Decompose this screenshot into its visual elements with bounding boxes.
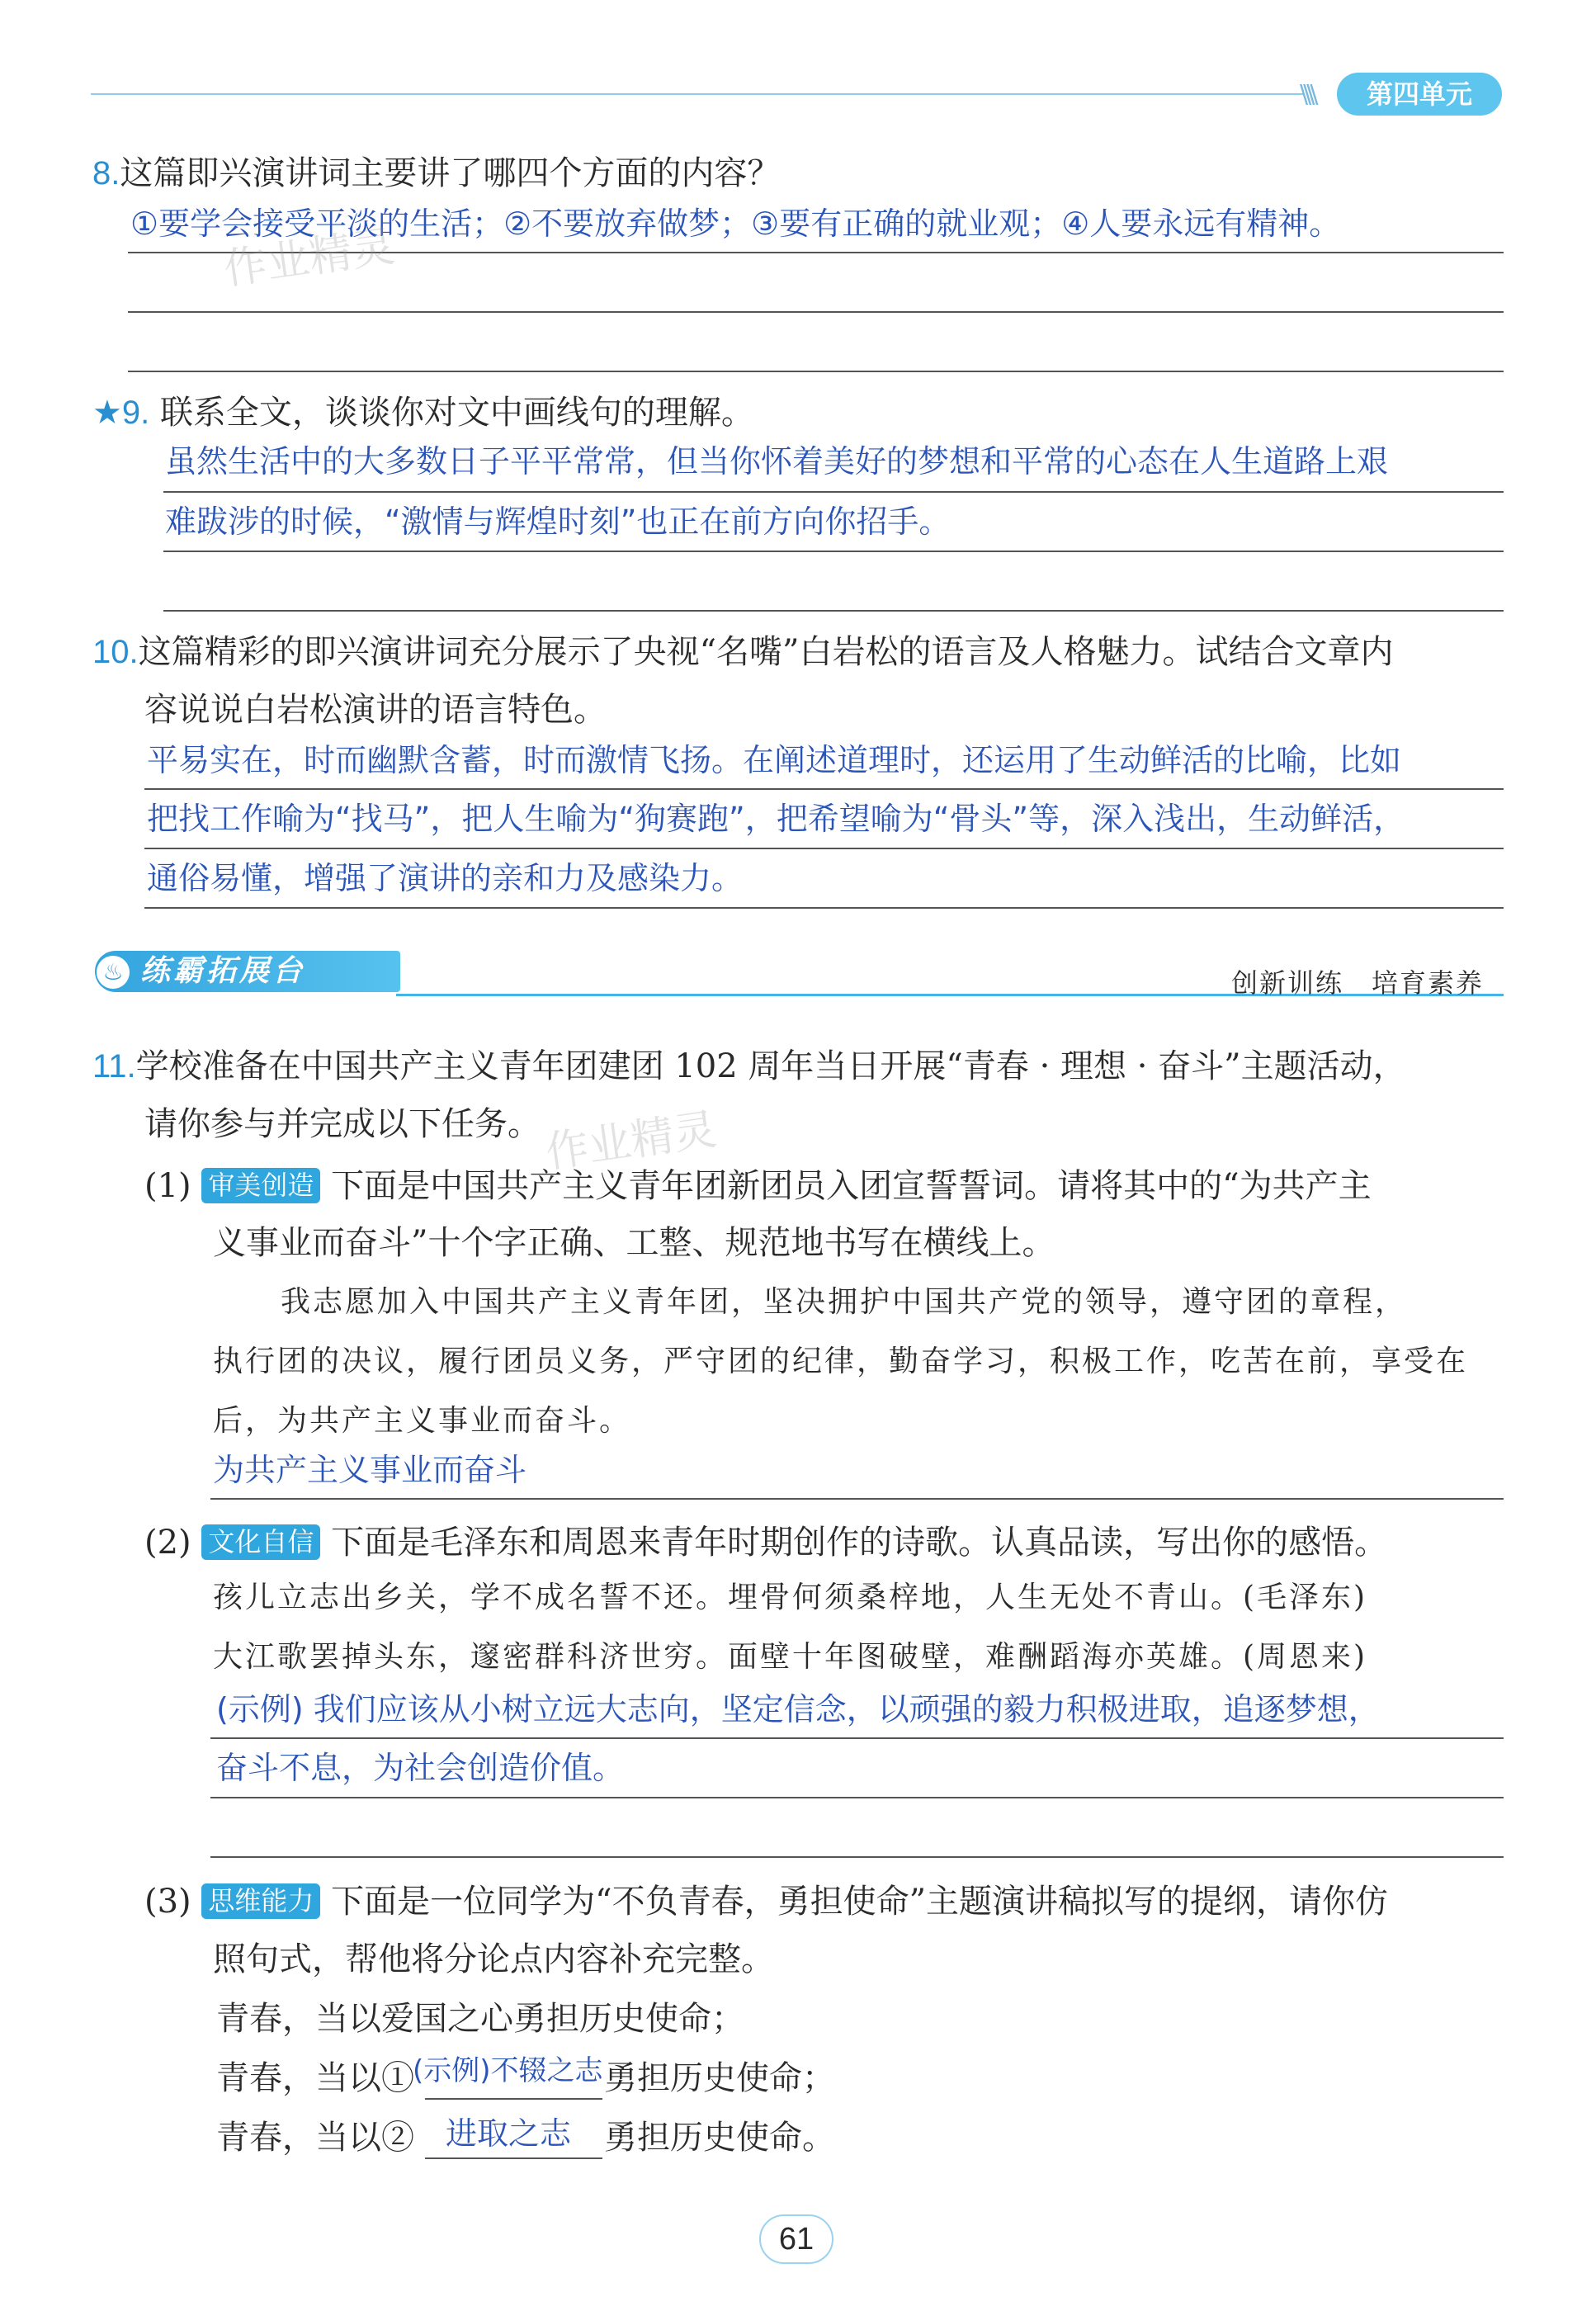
question-number: 10. — [92, 634, 139, 670]
answer-line — [210, 1856, 1504, 1858]
part-prompt-line-1: 下面是一位同学为“不负青春，勇担使命”主题演讲稿拟写的提纲，请你仿 — [331, 1883, 1389, 1921]
question-prompt-line-2: 请你参与并完成以下任务。 — [144, 1105, 541, 1143]
answer-blank — [425, 2157, 602, 2159]
question-prompt-line-1: 这篇精彩的即兴演讲词充分展示了央视“名嘴”白岩松的语言及人格魅力。试结合文章内 — [138, 633, 1394, 671]
star-icon: ★ — [92, 395, 122, 431]
answer-line — [163, 610, 1504, 612]
part-label: (1) — [144, 1167, 191, 1205]
answer-9-line-1: 虽然生活中的大多数日子平平常常，但当你怀着美好的梦想和平常的心态在人生道路上艰 — [165, 443, 1389, 480]
answer-line — [144, 788, 1504, 790]
answer-line — [144, 848, 1504, 849]
part-prompt-line-2: 义事业而奋斗”十个字正确、工整、规范地书写在横线上。 — [213, 1224, 1055, 1262]
answer-11-2-line-1: (示例) 我们应该从小树立远大志向，坚定信念，以顽强的毅力积极进取，追逐梦想， — [216, 1691, 1380, 1727]
answer-10-line-2: 把找工作喻为“找马”，把人生喻为“狗赛跑”，把希望喻为“骨头”等，深入浅出，生动鲜活， — [147, 801, 1405, 837]
question-prompt-line-1: 学校准备在中国共产主义青年团建团 102 周年当日开展“青春 · 理想 · 奋斗”主题活动， — [135, 1047, 1406, 1085]
flame-icon: ♨ — [97, 956, 130, 989]
answer-line — [163, 551, 1504, 552]
watermark: 作业精灵 — [220, 221, 398, 295]
outline-line-3-prefix: 青春，当以② — [216, 2119, 414, 2157]
outline-line-2-suffix: 勇担历史使命； — [604, 2059, 835, 2097]
header-decoration: \\\\ — [1300, 80, 1314, 109]
part-prompt: 下面是毛泽东和周恩来青年时期创作的诗歌。认真品读，写出你的感悟。 — [331, 1524, 1388, 1562]
outline-line-3-suffix: 勇担历史使命。 — [604, 2119, 835, 2157]
poem-zhou: 大江歌罢掉头东，邃密群科济世穷。面壁十年图破壁，难酬蹈海亦英雄。(周恩来) — [213, 1640, 1368, 1674]
answer-line — [210, 1498, 1504, 1500]
answer-line — [210, 1797, 1504, 1798]
question-prompt: 联系全文，谈谈你对文中画线句的理解。 — [159, 394, 754, 432]
question-number: 8. — [92, 155, 120, 191]
part-2 — [144, 1524, 1387, 1560]
poem-mao: 孩儿立志出乡关，学不成名誓不还。埋骨何须桑梓地，人生无处不青山。(毛泽东) — [213, 1581, 1368, 1614]
outline-line-1: 青春，当以爱国之心勇担历史使命； — [216, 2000, 744, 2038]
question-number: 11. — [92, 1048, 136, 1085]
tag-badge: 审美创造 — [201, 1168, 320, 1203]
answer-line — [144, 907, 1504, 909]
outline-line-2-prefix: 青春，当以① — [216, 2059, 414, 2097]
question-10 — [92, 633, 1394, 671]
unit-badge: 第四单元 — [1337, 73, 1502, 116]
watermark: 作业精灵 — [542, 1104, 720, 1179]
question-9 — [92, 394, 754, 432]
answer-line — [128, 371, 1504, 372]
part-3 — [144, 1883, 1388, 1919]
answer-line — [128, 311, 1504, 313]
part-prompt-line-2: 照句式，帮他将分论点内容补充完整。 — [213, 1940, 774, 1978]
answer-10-line-1: 平易实在，时而幽默含蓄，时而激情飞扬。在阐述道理时，还运用了生动鲜活的比喻，比如 — [147, 742, 1402, 778]
oath-line-2: 执行团的决议，履行团员义务，严守团的纪律，勤奋学习，积极工作，吃苦在前，享受在 — [213, 1345, 1469, 1378]
question-11 — [92, 1047, 1406, 1085]
question-number: 9. — [121, 395, 150, 431]
part-label: (2) — [144, 1524, 191, 1562]
answer-line — [163, 491, 1504, 493]
answer-8: ①要学会接受平淡的生活；②不要放弃做梦；③要有正确的就业观；④人要永远有精神。 — [130, 206, 1341, 242]
part-1 — [144, 1168, 1372, 1203]
answer-11-3-1: (示例)不辍之志 — [413, 2054, 603, 2087]
question-8 — [92, 154, 781, 192]
header-rule — [91, 93, 1304, 95]
part-label: (3) — [144, 1883, 191, 1921]
section-title: 练霸拓展台 — [140, 954, 306, 988]
answer-11-1: 为共产主义事业而奋斗 — [213, 1452, 527, 1488]
page-number: 61 — [759, 2214, 833, 2264]
question-prompt-line-2: 容说说白岩松演讲的语言特色。 — [144, 691, 607, 729]
answer-blank — [425, 2098, 602, 2100]
answer-9-line-2: 难跋涉的时候，“激情与辉煌时刻”也正在前方向你招手。 — [165, 503, 951, 540]
answer-11-2-line-2: 奋斗不息，为社会创造价值。 — [216, 1750, 625, 1786]
answer-11-3-2: 进取之志 — [446, 2115, 572, 2152]
oath-line-3: 后，为共产主义事业而奋斗。 — [213, 1404, 632, 1438]
tag-badge: 思维能力 — [201, 1883, 320, 1919]
section-subtitle: 创新训练 培育素养 — [1231, 967, 1485, 999]
part-prompt-line-1: 下面是中国共产主义青年团新团员入团宣誓誓词。请将其中的“为共产主 — [331, 1167, 1372, 1205]
answer-line — [210, 1737, 1504, 1739]
tag-badge: 文化自信 — [201, 1524, 320, 1560]
answer-10-line-3: 通俗易懂，增强了演讲的亲和力及感染力。 — [147, 860, 744, 896]
oath-line-1: 我志愿加入中国共产主义青年团，坚决拥护中国共产党的领导，遵守团的章程， — [281, 1285, 1408, 1319]
question-prompt: 这篇即兴演讲词主要讲了哪四个方面的内容？ — [120, 154, 781, 192]
